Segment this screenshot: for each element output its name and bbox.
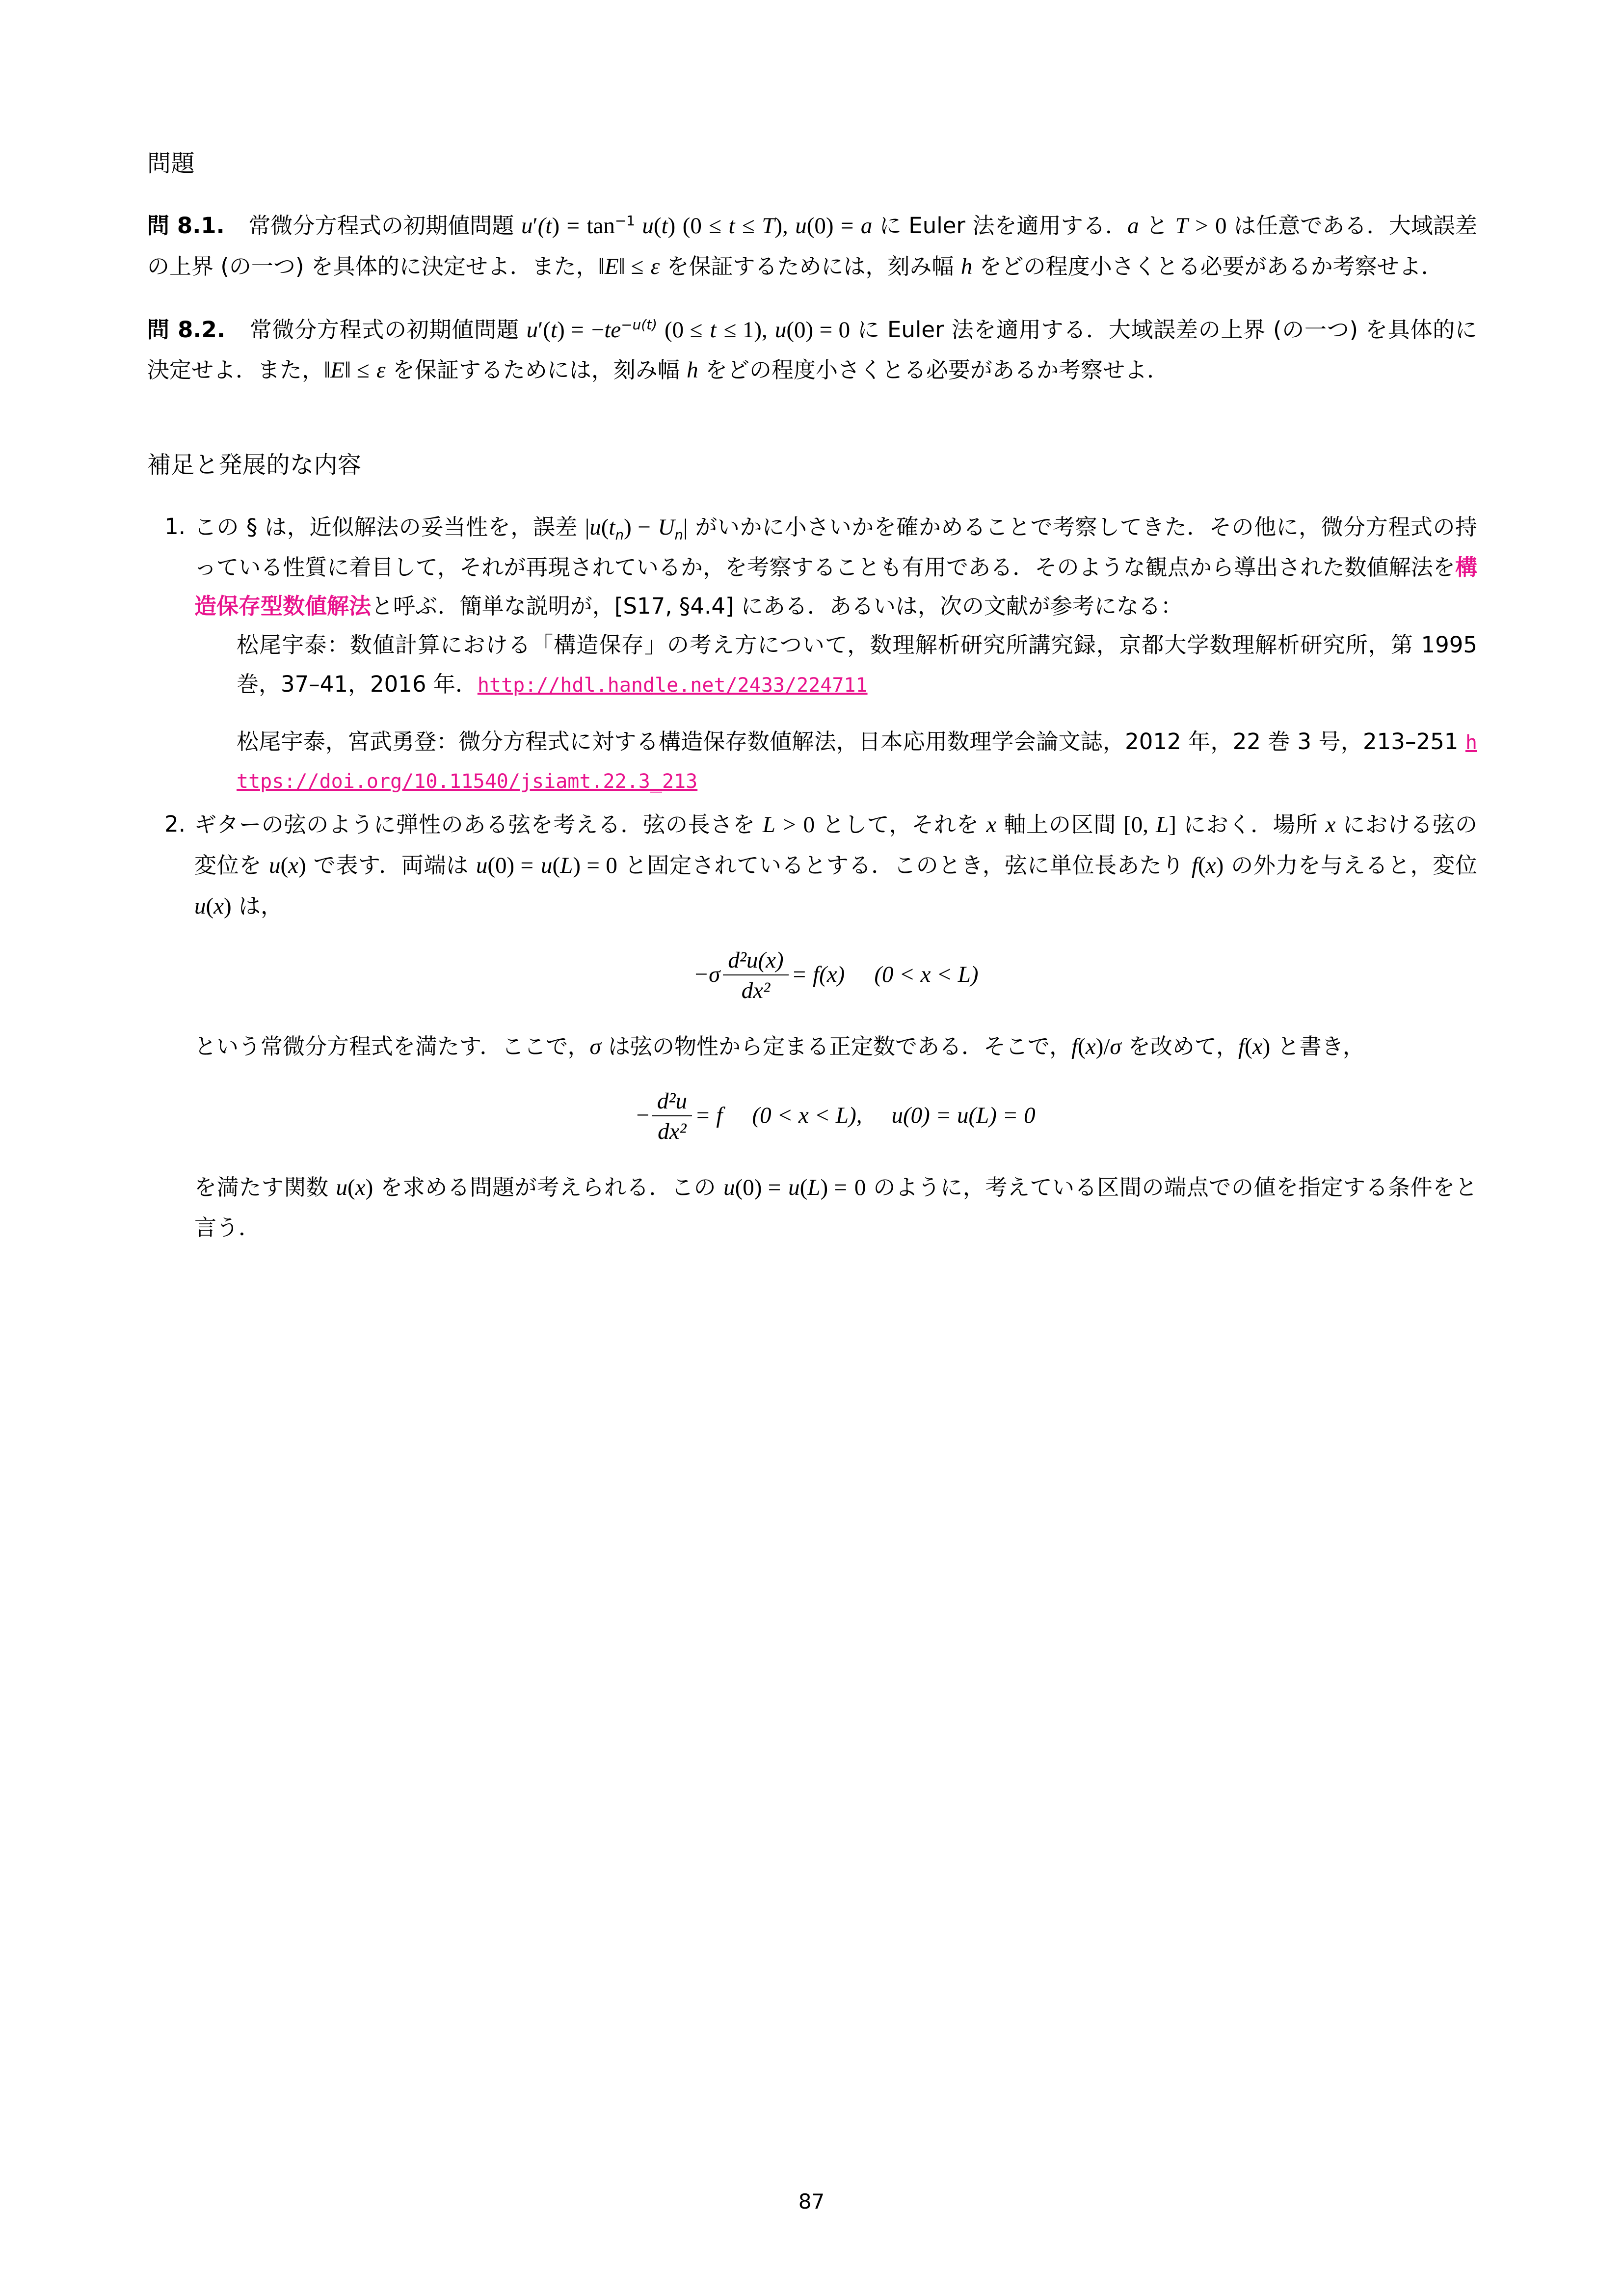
equation-2-rhs: = f xyxy=(694,1102,723,1128)
note2-p3-c: のように，考えている区間の端点での値を指定する条件をと言う． xyxy=(194,1174,1477,1241)
note2-p1-i: は， xyxy=(231,892,283,919)
equation-1 xyxy=(194,948,1477,1005)
problem-8-1: 問 8.1. 常微分方程式の初期値問題 $u'(t) = \tan^{-1} u(t) (0 \le t \le T)$, u(0) = a に Euler 法を適用する．a と T > 0 は任意である．大域誤差の上界 (の一つ) を具体的に決定せよ．また，‖E‖ ≤ ε を保証するためには，刻み幅 h をどの程度小さくとる必要があるか考察せよ． xyxy=(147,213,1478,279)
problem-8-2-label: 問 8.2. xyxy=(147,316,225,343)
reference-1-text: 松尾宇泰：数値計算における「構造保存」の考え方について，数理解析研究所講究録，京都大学数理解析研究所，第 1995 巻，37–41，2016 年． xyxy=(237,632,1477,697)
list-item-1 xyxy=(147,507,1477,800)
problem-8-1-text-3: に Euler 法を適用する． xyxy=(872,213,1128,239)
note2-p1-h: の外力を与えると，変位 xyxy=(1224,852,1477,878)
reference-1-link[interactable]: http://hdl.handle.net/2433/224711 xyxy=(477,674,868,697)
equation-2-minus: − xyxy=(636,1102,649,1128)
note2-p2-d: と書き， xyxy=(1270,1033,1365,1060)
problem-8-1-text-1: 常微分方程式の初期値問題 xyxy=(248,213,521,239)
equation-1-rhs: = f(x) xyxy=(791,962,845,988)
note1-lead-b: がいかに小さいかを確かめることで考察してきた．その他に，微分方程式の持っている性質に着目して，それが再現されているか，を考察することも有用である．そのような観点から導出された数値解法を xyxy=(194,514,1477,580)
note2-paragraph-3: を満たす関数 u(x) を求める問題が考えられる．この u(0) = u(L) = 0 のように，考えている区間の端点での値を指定する条件をと言う． xyxy=(194,1174,1477,1241)
supplement-list xyxy=(147,507,1477,1247)
problem-8-1-text-11: をどの程度小さくとる必要があるか考察せよ． xyxy=(972,253,1443,279)
equation-1-denominator: dx² xyxy=(741,978,771,1004)
note2-p2-b: は弦の物性から定まる正定数である．そこで， xyxy=(601,1033,1072,1060)
note2-p2-c: を改めて， xyxy=(1121,1033,1239,1060)
page-content xyxy=(147,147,1477,1247)
problem-8-2-text-6: をどの程度小さくとる必要があるか考察せよ． xyxy=(698,357,1169,383)
list-item-1-number: 1. xyxy=(164,513,186,540)
equation-2-condition-2: u(0) = u(L) = 0 xyxy=(891,1102,1036,1128)
reference-2-link[interactable]: https://doi.org/10.11540/jsiamt.22.3_213 xyxy=(237,731,1477,793)
list-item-2 xyxy=(147,805,1477,1247)
problem-8-2-text-1: 常微分方程式の初期値問題 xyxy=(249,316,527,343)
section-heading-problems: 問題 xyxy=(147,150,195,177)
equation-1-numerator: d²u(x) xyxy=(723,947,788,975)
list-item-2-number: 2. xyxy=(164,811,186,837)
note1-lead-a: この § は，近似解法の妥当性を，誤差 xyxy=(194,514,585,540)
problem-8-2: 問 8.2. 常微分方程式の初期値問題 $u'(t) = -te^{-u(t)}$ (0 ≤ t ≤ 1), u(0) = 0 に Euler 法を適用する．大域誤差の上界 (の一つ) を具体的に決定せよ．また，‖E‖ ≤ ε を保証するためには，刻み幅 h をどの程度小さくとる必要があるか考察せよ． xyxy=(147,316,1477,383)
equation-2 xyxy=(194,1089,1477,1146)
highlight-term: 構造保存型数値解法 xyxy=(194,554,1477,620)
page-number: 87 xyxy=(798,2189,825,2214)
note2-p1-c: 軸上の区間 xyxy=(996,811,1124,838)
equation-1-fraction xyxy=(723,947,788,1004)
list-item-2-body: ギターの弦のように弾性のある弦を考える．弦の長さを L > 0 として，それを x 軸上の区間 [0, L] におく．場所 x における弦の変位を u(x) で表す．両端は u(0) = u(L) = 0 と固定されているとする．このとき，弦に単位長あたり f(x) の外力を与えると，変位 u(x) は， xyxy=(194,811,1478,919)
note2-paragraph-2: という常微分方程式を満たす．ここで，σ は弦の物性から定まる正定数である．そこで，f(x)/σ を改めて，f(x) と書き， xyxy=(194,1033,1365,1060)
reference-2-text: 松尾宇泰，宮武勇登：微分方程式に対する構造保存数値解法，日本応用数理学会論文誌，2012 年，22 巻 3 号，213–251 xyxy=(237,728,1465,755)
reference-1 xyxy=(237,625,1477,703)
equation-1-lhs: −σ xyxy=(693,962,720,988)
note2-p1-b: として，それを xyxy=(815,811,986,838)
equation-1-condition: (0 < x < L) xyxy=(874,962,979,988)
note2-p3-b: を求める問題が考えられる．この xyxy=(373,1174,724,1200)
note2-p1-a: ギターの弦のように弾性のある弦を考える．弦の長さを xyxy=(194,811,763,838)
equation-2-fraction xyxy=(652,1088,692,1145)
problem-8-2-text-2: に Euler 法を適用する．大域誤差の上界 (の一つ) を具体的に決定せよ．また， xyxy=(147,316,1477,383)
section-heading-supplement: 補足と発展的な内容 xyxy=(147,451,362,479)
problem-8-1-text-7: は任意である．大域誤差の上界 (の一つ) を具体的に決定せよ．また， xyxy=(147,213,1478,279)
problem-8-1-label: 問 8.1. xyxy=(147,213,225,239)
problem-8-1-text-5: と xyxy=(1139,213,1175,239)
list-item-1-body: この § は，近似解法の妥当性を，誤差 $|u(t_n) - U_n|$ がいかに小さいかを確かめることで考察してきた．その他に，微分方程式の持っている性質に着目して，それが再現されているか，を考察することも有用である．そのような観点から導出された数値解法を構造保存型数値解法と呼ぶ．簡単な説明が，[S17, §4.4] にある．あるいは，次の文献が参考になる： xyxy=(194,514,1477,620)
note2-p1-e: における弦の変位を xyxy=(194,811,1478,878)
equation-2-denominator: dx² xyxy=(658,1118,687,1144)
note2-p3-a: を満たす関数 xyxy=(194,1174,336,1200)
equation-2-condition-1: (0 < x < L), xyxy=(752,1102,862,1128)
note1-lead-c: と呼ぶ．簡単な説明が，[S17, §4.4] にある．あるいは，次の文献が参考になる： xyxy=(371,593,1183,620)
problem-8-1-text-9: を保証するためには，刻み幅 xyxy=(660,253,961,279)
equation-2-numerator: d²u xyxy=(652,1088,692,1116)
note2-p1-f: で表す．両端は xyxy=(306,852,476,878)
note2-p1-g: と固定されているとする．このとき，弦に単位長あたり xyxy=(617,852,1192,878)
note2-p2-a: という常微分方程式を満たす．ここで， xyxy=(194,1033,590,1060)
problem-8-2-text-4: を保証するためには，刻み幅 xyxy=(385,357,687,383)
note2-p1-d: におく．場所 xyxy=(1176,811,1326,838)
reference-2 xyxy=(237,722,1477,800)
